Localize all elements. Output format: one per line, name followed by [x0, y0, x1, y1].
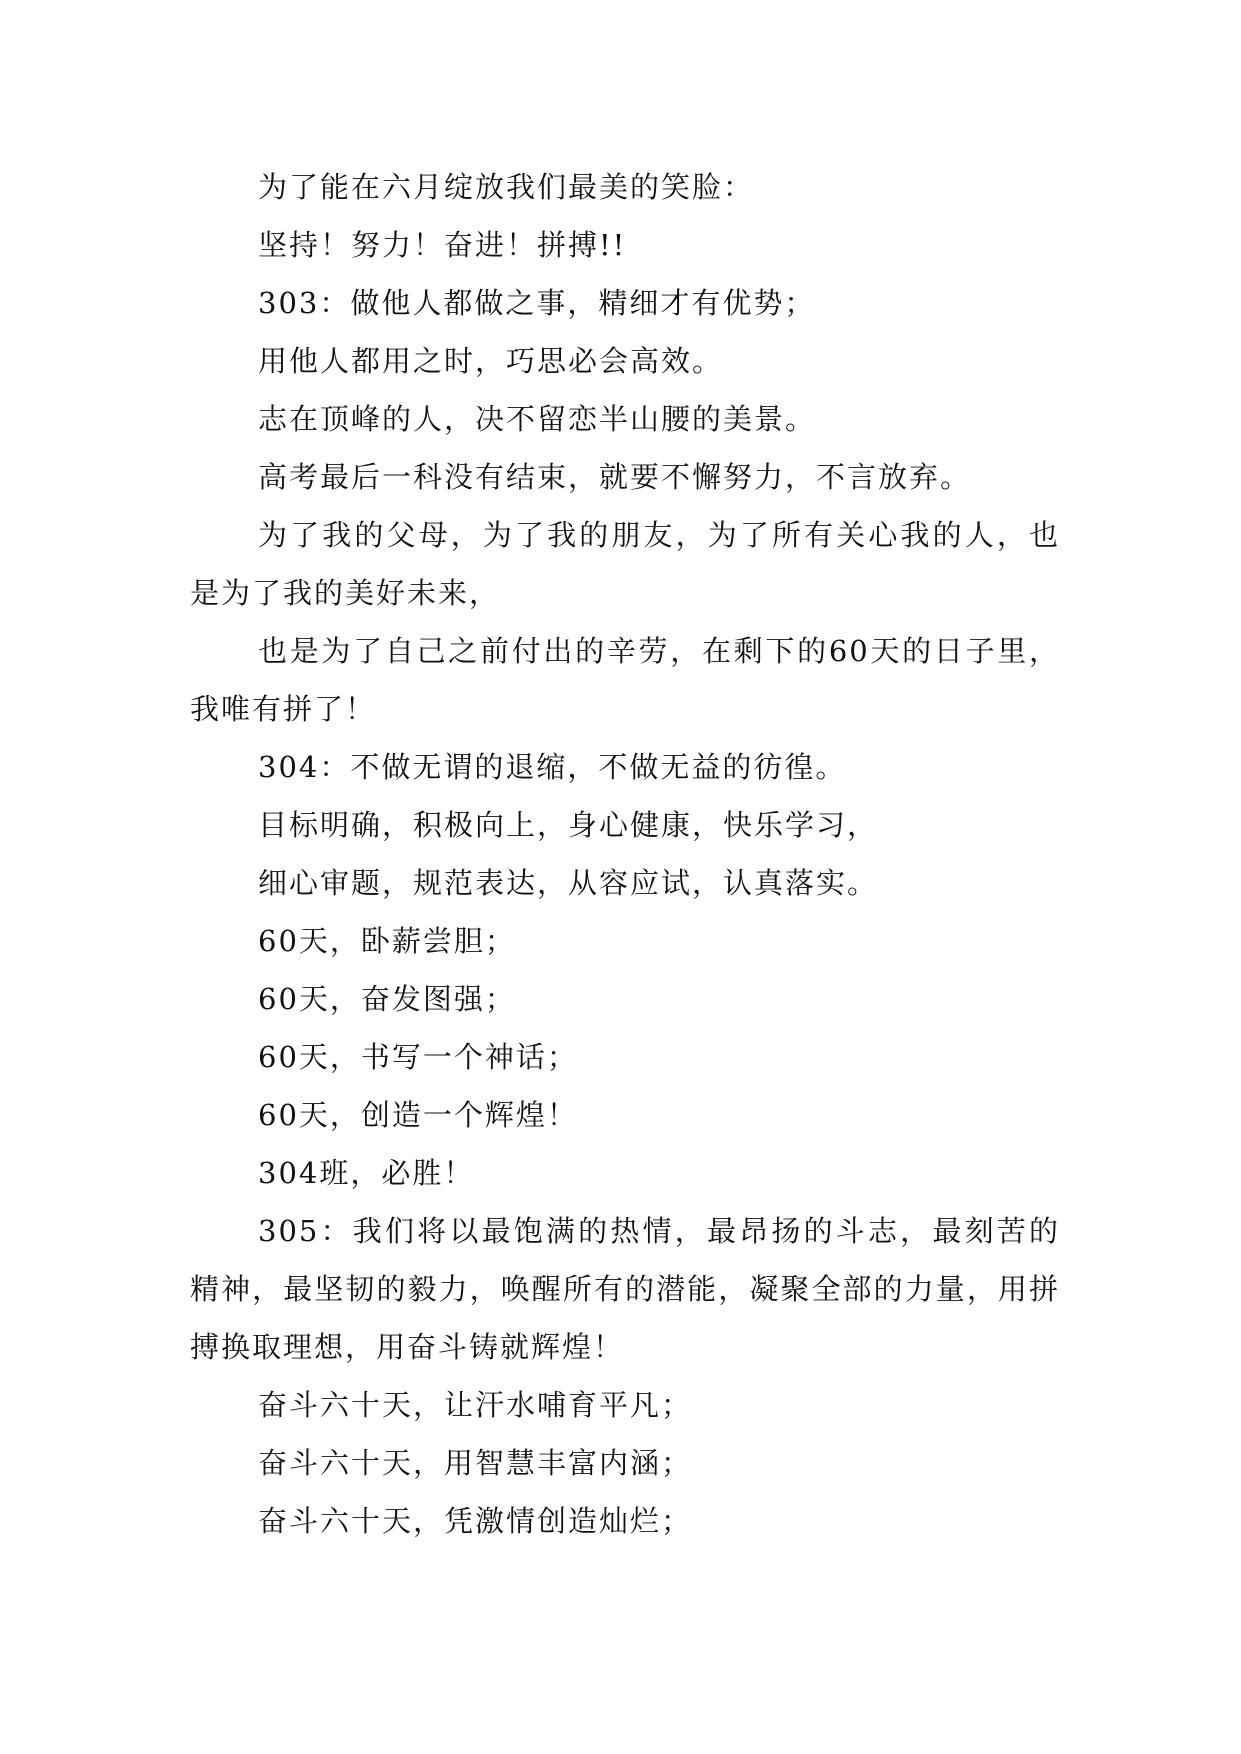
paragraph: 也是为了自己之前付出的辛劳，在剩下的60天的日子里，我唯有拼了！ — [190, 634, 1060, 726]
paragraph: 坚持！努力！奋进！拼搏!! — [258, 228, 627, 262]
paragraph: 用他人都用之时，巧思必会高效。 — [258, 344, 724, 378]
paragraph: 304班，必胜！ — [258, 1156, 475, 1190]
paragraph: 305：我们将以最饱满的热情，最昂扬的斗志，最刻苦的精神，最坚韧的毅力，唤醒所有的潜能，凝聚全部的力量，用拼搏换取理想，用奋斗铸就辉煌！ — [190, 1214, 1060, 1364]
paragraph: 志在顶峰的人，决不留恋半山腰的美景。 — [258, 402, 817, 436]
paragraph: 为了我的父母，为了我的朋友，为了所有关心我的人，也是为了我的美好未来， — [190, 518, 1060, 610]
paragraph: 奋斗六十天，凭激情创造灿烂； — [258, 1504, 693, 1538]
paragraph: 细心审题，规范表达，从容应试，认真落实。 — [258, 866, 879, 900]
paragraph: 60天，书写一个神话； — [258, 1040, 578, 1074]
paragraph: 高考最后一科没有结束，就要不懈努力，不言放弃。 — [258, 460, 972, 494]
paragraph: 60天，奋发图强； — [258, 982, 516, 1016]
paragraph: 60天，卧薪尝胆； — [258, 924, 516, 958]
paragraph: 为了能在六月绽放我们最美的笑脸： — [258, 170, 755, 204]
paragraph: 304：不做无谓的退缩，不做无益的彷徨。 — [258, 750, 847, 784]
paragraph: 目标明确，积极向上，身心健康，快乐学习， — [258, 808, 879, 842]
paragraph: 奋斗六十天，用智慧丰富内涵； — [258, 1446, 693, 1480]
document-body — [190, 158, 1060, 1550]
paragraph: 303：做他人都做之事，精细才有优势； — [258, 286, 816, 320]
paragraph: 60天，创造一个辉煌！ — [258, 1098, 578, 1132]
paragraph: 奋斗六十天，让汗水哺育平凡； — [258, 1388, 693, 1422]
